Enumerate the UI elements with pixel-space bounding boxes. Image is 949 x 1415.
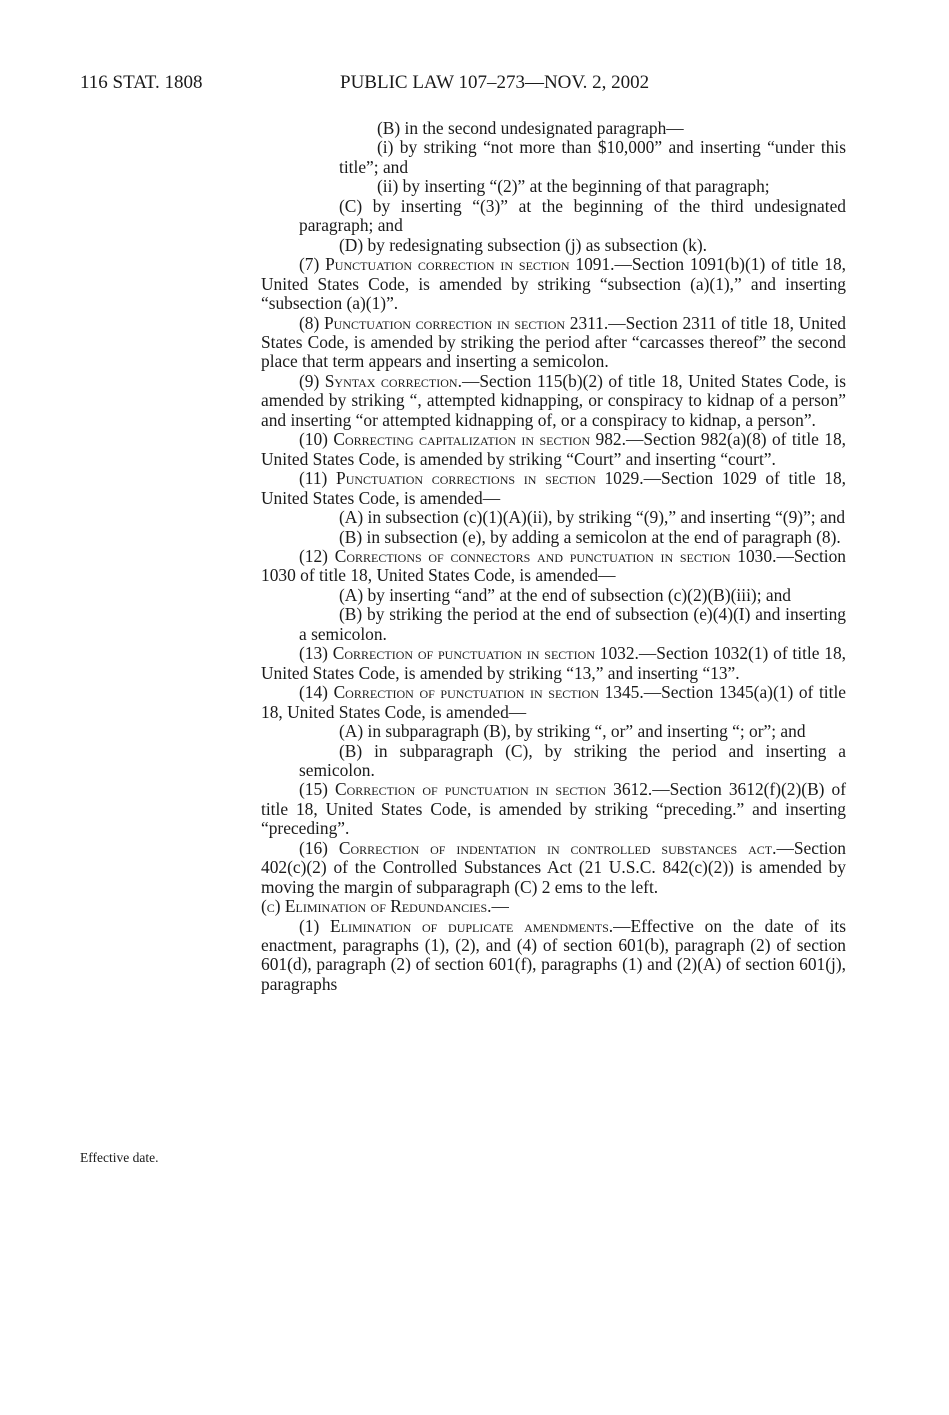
paragraph-heading: (11) Punctuation corrections in section 1029.	[299, 468, 644, 489]
paragraph	[261, 469, 846, 508]
page-header	[80, 72, 849, 98]
paragraph-text: —Effective on the date of its enactment, paragraphs (1), (2), and (4) of section 601(b), paragraph (2) of section 601(d), paragraph (2) of section 601(f), paragraphs (1) and (2)(A) of section 601(j), paragraphs	[261, 915, 846, 994]
paragraph-text: —Section 1030 of title 18, United States Code, is amended—	[261, 545, 846, 586]
paragraph-text: (i) by striking “not more than $10,000” and inserting “under this title”; and	[339, 137, 846, 177]
paragraph-text: (B) by striking the period at the end of subsection (e)(4)(I) and inserting a semicolon.	[299, 604, 846, 644]
paragraph	[261, 683, 846, 722]
paragraph-text: (D) by redesignating subsection (j) as subsection (k).	[339, 234, 708, 255]
paragraph-text: —Section 2311 of title 18, United States Code, is amended by striking the period after “carcasses thereof” the second place that term appears and inserting a semicolon.	[261, 312, 846, 372]
paragraph	[261, 372, 846, 430]
paragraph	[261, 742, 846, 781]
paragraph-heading: (14) Correction of punctuation in section 1345.	[299, 682, 644, 703]
paragraph-heading: (9) Syntax correction.	[299, 370, 462, 391]
paragraph	[261, 897, 846, 916]
paragraph-heading: (c) Elimination of Redundancies.	[261, 896, 492, 917]
paragraph-text: —Section 115(b)(2) of title 18, United States Code, is amended by striking “, attempted kidnapping, or conspiracy to kidnap of a person” and inserting “or attempted kidnapping of, or a conspiracy to kidnap, a person”.	[261, 370, 846, 430]
paragraph	[261, 605, 846, 644]
paragraph	[261, 119, 846, 138]
paragraph	[261, 917, 846, 995]
paragraph-text: (B) in the second undesignated paragraph—	[377, 118, 684, 138]
paragraph	[261, 528, 846, 547]
paragraph-heading: (13) Correction of punctuation in section 1032.	[299, 643, 639, 664]
paragraph-heading: (10) Correcting capitalization in section 982.	[299, 429, 626, 450]
paragraph	[261, 177, 846, 196]
paragraph-text: —Section 1032(1) of title 18, United States Code, is amended by striking “13,” and inserting “13”.	[261, 643, 847, 683]
public-law-title: PUBLIC LAW 107–273—NOV. 2, 2002	[340, 72, 650, 93]
paragraph	[261, 314, 846, 372]
paragraph	[261, 644, 846, 683]
statute-page-number: 116 STAT. 1808	[80, 72, 203, 93]
paragraph-heading: (1) Elimination of duplicate amendments.	[299, 915, 614, 936]
paragraph-text: —Section 3612(f)(2)(B) of title 18, United States Code, is amended by striking “preceding.” and inserting “preceding”.	[261, 779, 846, 839]
paragraph	[261, 722, 846, 741]
paragraph-text: (ii) by inserting “(2)” at the beginning of that paragraph;	[377, 176, 770, 197]
paragraph	[261, 508, 846, 527]
paragraph-heading: (7) Punctuation correction in section 1091.	[299, 254, 615, 275]
paragraph-text: —Section 402(c)(2) of the Controlled Substances Act (21 U.S.C. 842(c)(2)) is amended by moving the margin of subparagraph (C) 2 ems to the left.	[261, 837, 846, 897]
paragraph	[261, 780, 846, 838]
document-body	[261, 119, 846, 994]
paragraph-text: (A) by inserting “and” at the end of subsection (c)(2)(B)(iii); and	[339, 584, 792, 605]
paragraph-text: —Section 982(a)(8) of title 18, United States Code, is amended by striking “Court” and inserting “court”.	[261, 429, 847, 469]
paragraph-heading: (16) Correction of indentation in controlled substances act.	[299, 837, 777, 858]
paragraph-text: (A) in subsection (c)(1)(A)(ii), by striking “(9),” and inserting “(9)”; and	[339, 507, 846, 528]
paragraph	[261, 255, 846, 313]
paragraph-text: —Section 1345(a)(1) of title 18, United States Code, is amended—	[261, 682, 846, 722]
paragraph	[261, 138, 846, 177]
paragraph-text: —	[491, 896, 509, 917]
paragraph-text: (A) in subparagraph (B), by striking “, or” and inserting “; or”; and	[339, 721, 806, 742]
paragraph-text: (B) in subparagraph (C), by striking the period and inserting a semicolon.	[299, 740, 846, 780]
paragraph	[261, 547, 846, 586]
paragraph-text: —Section 1029 of title 18, United States Code, is amended—	[261, 468, 846, 508]
paragraph	[261, 430, 846, 469]
paragraph-heading: (8) Punctuation correction in section 2311.	[299, 312, 609, 333]
paragraph-heading: (12) Corrections of connectors and punctuation in section 1030.	[299, 545, 777, 566]
paragraph	[261, 197, 846, 236]
paragraph-heading: (15) Correction of punctuation in section 3612.	[299, 779, 653, 800]
margin-note-effective-date: Effective date.	[80, 1150, 159, 1165]
paragraph-text: (C) by inserting “(3)” at the beginning of the third undesignated paragraph; and	[299, 195, 846, 236]
paragraph	[261, 586, 846, 605]
paragraph-text: —Section 1091(b)(1) of title 18, United States Code, is amended by striking “subsection (a)(1),” and inserting “subsection (a)(1)”.	[261, 254, 846, 314]
paragraph	[261, 839, 846, 897]
paragraph-text: (B) in subsection (e), by adding a semicolon at the end of paragraph (8).	[339, 526, 841, 547]
paragraph	[261, 236, 846, 255]
